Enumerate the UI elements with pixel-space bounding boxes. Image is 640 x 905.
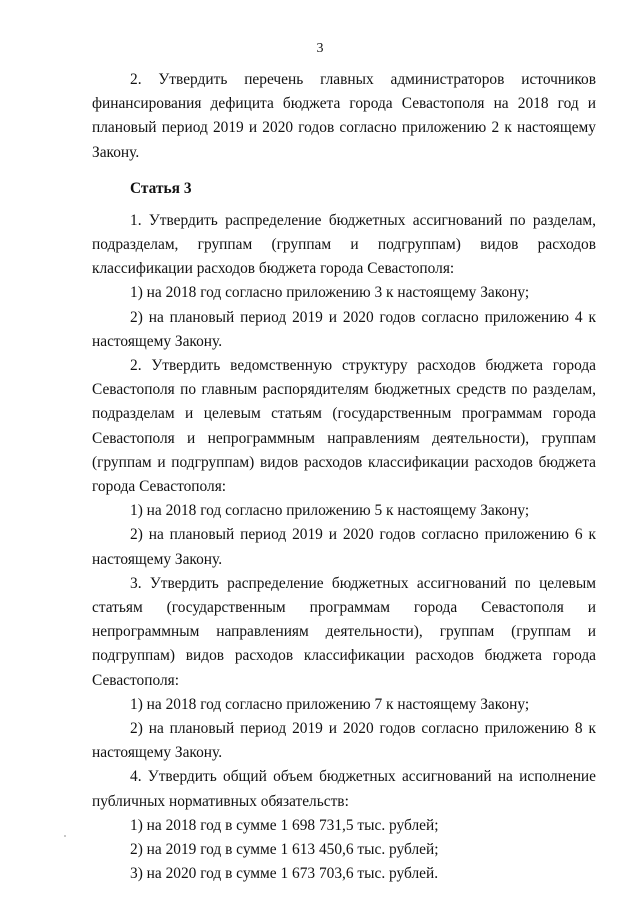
- paragraph-3-4: 4. Утвердить общий объем бюджетных ассигнований на исполнение публичных нормативных обязательств:: [92, 768, 596, 810]
- paragraph-3-3-item-2: 2) на плановый период 2019 и 2020 годов согласно приложению 8 к настоящему Закону.: [92, 720, 596, 762]
- scan-speck: [64, 835, 66, 837]
- paragraph-3-4-item-3: 3) на 2020 год в сумме 1 673 703,6 тыс. рублей.: [130, 865, 439, 883]
- paragraph-deficit-sources: 2. Утвердить перечень главных администраторов источников финансирования дефицита бюджета города Севастополя на 2018 год и плановый период 2019 и 2020 годов согласно приложению 2 к настоящему Закону.: [92, 71, 596, 161]
- paragraph-3-2-item-1: 1) на 2018 год согласно приложению 5 к настоящему Закону;: [130, 502, 530, 520]
- paragraph-3-1-item-2: 2) на плановый период 2019 и 2020 годов согласно приложению 4 к настоящему Закону.: [92, 308, 596, 350]
- paragraph-3-1-item-1: 1) на 2018 год согласно приложению 3 к настоящему Закону;: [130, 284, 530, 302]
- paragraph-3-1: 1. Утвердить распределение бюджетных ассигнований по разделам, подразделам, группам (группам и подгруппам) видов расходов классификации расходов бюджета города Севастополя:: [92, 211, 596, 278]
- paragraph-3-3: 3. Утвердить распределение бюджетных ассигнований по целевым статьям (государственным программам города Севастополя и непрограммным направлениям деятельности), группам (группам и подгруппам) видов расходов классификации расходов бюджета города Севастополя:: [92, 574, 596, 689]
- document-body: [92, 68, 596, 887]
- paragraph-3-4-item-2: 2) на 2019 год в сумме 1 613 450,6 тыс. рублей;: [130, 841, 439, 859]
- paragraph-3-2-item-2: 2) на плановый период 2019 и 2020 годов согласно приложению 6 к настоящему Закону.: [92, 526, 596, 568]
- article-heading: Статья 3: [130, 179, 192, 197]
- paragraph-3-3-item-1: 1) на 2018 год согласно приложению 7 к настоящему Закону;: [130, 695, 530, 713]
- paragraph-3-4-item-1: 1) на 2018 год в сумме 1 698 731,5 тыс. рублей;: [130, 816, 439, 834]
- paragraph-3-2: 2. Утвердить ведомственную структуру расходов бюджета города Севастополя по главным распорядителям бюджетных средств по разделам, подразделам и целевым статьям (государственным программам города Севастополя и непрограммным направлениям деятельности), группам (группам и подгруппам) видов расходов классификации расходов бюджета города Севастополя:: [92, 357, 596, 496]
- page-number: 3: [316, 41, 324, 56]
